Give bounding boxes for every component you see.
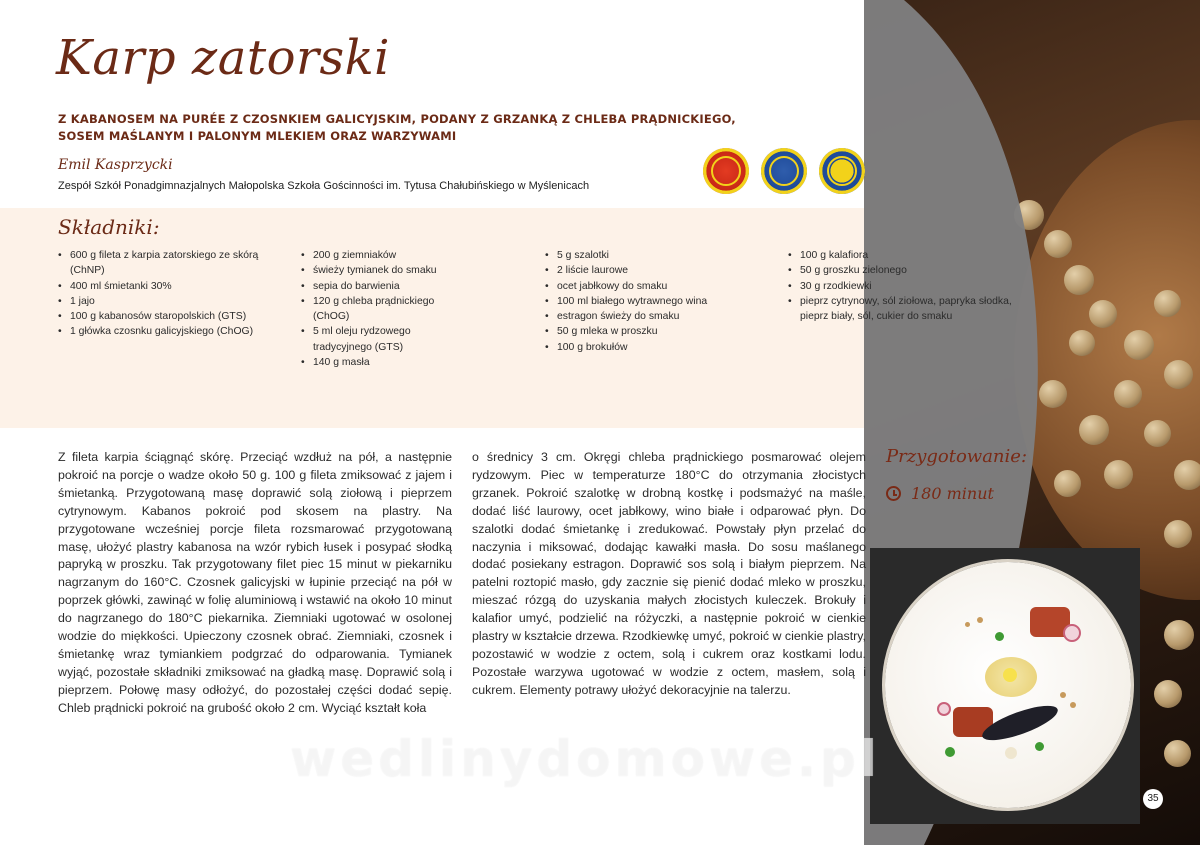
ingredient-item: • 120 g chleba prądnickiego (ChOG) — [301, 294, 471, 325]
peppercorn — [1114, 380, 1142, 408]
subtitle-line: Z KABANOSEM NA PURÉE Z CZOSNKIEM GALICYJSKIM, PODANY Z GRZANKĄ Z CHLEBA PRĄDNICKIEGO, — [58, 112, 736, 126]
ingredients-column-4 — [788, 248, 1013, 324]
peppercorn — [1054, 470, 1081, 497]
peppercorn — [1124, 330, 1154, 360]
ingredients-column-1 — [58, 248, 293, 340]
ingredient-item: • 140 g masła — [301, 355, 471, 370]
milk-crumb — [965, 622, 970, 627]
ingredient-item: • 100 g kabanosów staropolskich (GTS) — [58, 309, 293, 324]
peppercorn — [1154, 290, 1181, 317]
ingredient-item: • 30 g rzodkiewki — [788, 279, 1013, 294]
ingredient-item: • 1 główka czosnku galicyjskiego (ChOG) — [58, 324, 293, 339]
author-name: Emil Kasprzycki — [58, 157, 173, 173]
ingredient-item: • ocet jabłkowy do smaku — [545, 279, 765, 294]
ingredient-item: • 600 g fileta z karpia zatorskiego ze skórą (ChNP) — [58, 248, 293, 279]
clock-icon — [886, 486, 901, 501]
preparation-text-col1: Z fileta karpia ściągnąć skórę. Przeciąć wzdłuż na pół, a następnie pokroić na porcje o wadze około 50 g. 100 g fileta zmiksować z jajem i śmietanką. Przygotowaną masę doprawić solą ziołową i pieprzem cytrynowym. Kabanos pokroić pod skosem na plastry. Na przygotowane wcześniej porcje fileta rozsmarować przygotowaną masę, ułożyć plastry kabanosa na wzór rybich łusek i posypać słodką papryką w proszku. Tak przygotowany filet piec 15 minut w piekarniku nagrzanym do 160°C. Czosnek galicyjski w łupinie przeciąć na pół w poprzek główki, zawinąć w folię aluminiową i wstawić na około 10 minut do nagrzanego do 180°C piekarnika. Ziemniaki ugotować w osolonej wodzie do miękkości. Upieczony czosnek obrać. Ziemniaki, czosnek i śmietankę wraz tymiankiem podgrzać do odparowania. Tymianek wyjąć, pozostałe składniki zmiksować na gładką masę. Doprawić solą i pieprzem. Połowę masy odłożyć, do pozostałej części dodać sepię. Chleb prądnicki pokroić na grubość około 2 cm. Wyciąć kształt koła — [58, 450, 452, 715]
peppercorn — [1064, 265, 1094, 295]
milk-crumb — [977, 617, 983, 623]
peppercorn — [1104, 460, 1133, 489]
ingredient-item: • świeży tymianek do smaku — [301, 263, 471, 278]
peppercorn — [1069, 330, 1095, 356]
ingredient-item: • 100 ml białego wytrawnego wina — [545, 294, 765, 309]
ingredient-item: • 5 g szalotki — [545, 248, 765, 263]
ingredient-item: • 2 liście laurowe — [545, 263, 765, 278]
page-number: 35 — [1143, 789, 1163, 809]
sauce-dot — [1003, 668, 1017, 682]
peppercorn — [1164, 620, 1194, 650]
garnish — [1005, 747, 1017, 759]
ingredient-item: • 50 g mleka w proszku — [545, 324, 765, 339]
dish-plate — [885, 562, 1131, 808]
subtitle-line: SOSEM MAŚLANYM I PALONYM MLEKIEM ORAZ WARZYWAMI — [58, 129, 457, 143]
ingredients-column-3 — [545, 248, 765, 355]
school-name: Zespół Szkół Ponadgimnazjalnych Małopolska Szkoła Gościnności im. Tytusa Chałubińskiego w Myślenicach — [58, 180, 590, 192]
peppercorn — [1079, 415, 1109, 445]
peppercorn — [1044, 230, 1072, 258]
ingredient-item: • sepia do barwienia — [301, 279, 471, 294]
pea — [995, 632, 1004, 641]
pdo-badge-icon — [703, 148, 749, 194]
ingredient-item: • 200 g ziemniaków — [301, 248, 471, 263]
recipe-title: Karp zatorski — [56, 30, 391, 86]
preparation-time — [886, 484, 994, 503]
ingredient-item: • estragon świeży do smaku — [545, 309, 765, 324]
peppercorn — [1164, 520, 1192, 548]
peppercorn — [1164, 360, 1193, 389]
ingredient-item: • 50 g groszku zielonego — [788, 263, 1013, 278]
peppercorn — [1144, 420, 1171, 447]
recipe-subtitle — [58, 111, 738, 145]
watermark: wedlinydomowe.pl — [290, 730, 881, 788]
ingredient-item: • 100 g brokułów — [545, 340, 765, 355]
radish-slice — [1063, 624, 1081, 642]
milk-crumb — [1070, 702, 1076, 708]
quality-badges — [703, 148, 865, 194]
pgi-badge-icon — [761, 148, 807, 194]
peppercorn — [1174, 460, 1200, 490]
ingredient-item: • 5 ml oleju rydzowego tradycyjnego (GTS) — [301, 324, 471, 355]
tsg-badge-icon — [819, 148, 865, 194]
pea — [945, 747, 955, 757]
ingredient-item: • pieprz cytrynowy, sól ziołowa, papryka słodka, pieprz biały, sól, cukier do smaku — [788, 294, 1013, 325]
ingredient-item: • 400 ml śmietanki 30% — [58, 279, 293, 294]
radish-slice — [937, 702, 951, 716]
milk-crumb — [1060, 692, 1066, 698]
peppercorn — [1164, 740, 1191, 767]
ingredients-heading: Składniki: — [58, 215, 160, 239]
preparation-heading: Przygotowanie: — [886, 446, 1028, 467]
preparation-time-value: 180 minut — [911, 484, 994, 503]
ingredient-item: • 100 g kalafiora — [788, 248, 1013, 263]
peppercorn — [1089, 300, 1117, 328]
ingredient-item: • 1 jajo — [58, 294, 293, 309]
pea — [1035, 742, 1044, 751]
preparation-text-col2: o średnicy 3 cm. Okręgi chleba prądnickiego posmarować olejem rydzowym. Piec w temperaturze 180°C do otrzymania złocistych grzanek. Pokroić szalotkę w drobną kostkę i podsmażyć na maśle, dodać liść laurowy, ocet jabłkowy, wino białe i odparować płyn. Do szalotki dodać śmietankę i zredukować. Powstały płyn przelać do naczynia i miksować, dodając kawałki masła. Do sosu maślanego dodać posiekany estragon. Doprawić sos solą i białym pieprzem. Na patelni roztopić masło, gdy zacznie się pienić dodać mleko w proszku, mieszać rózgą do uzyskania małych złocistych kuleczek. Brokuły i kalafior umyć, podzielić na różyczki, a następnie pokroić w cienkie plastry w kształcie drzewa. Rzodkiewkę umyć, pokroić w cienkie plastry, pozostawić w wodzie z octem, solą i cukrem oraz kostkami lodu. Pozostałe warzywa ugotować w wodzie z octem, masłem, solą i cukrem. Elementy potrawy ułożyć dekoracyjnie na talerzu. — [472, 450, 866, 697]
peppercorn — [1039, 380, 1067, 408]
ingredients-column-2 — [301, 248, 471, 370]
peppercorn — [1154, 680, 1182, 708]
